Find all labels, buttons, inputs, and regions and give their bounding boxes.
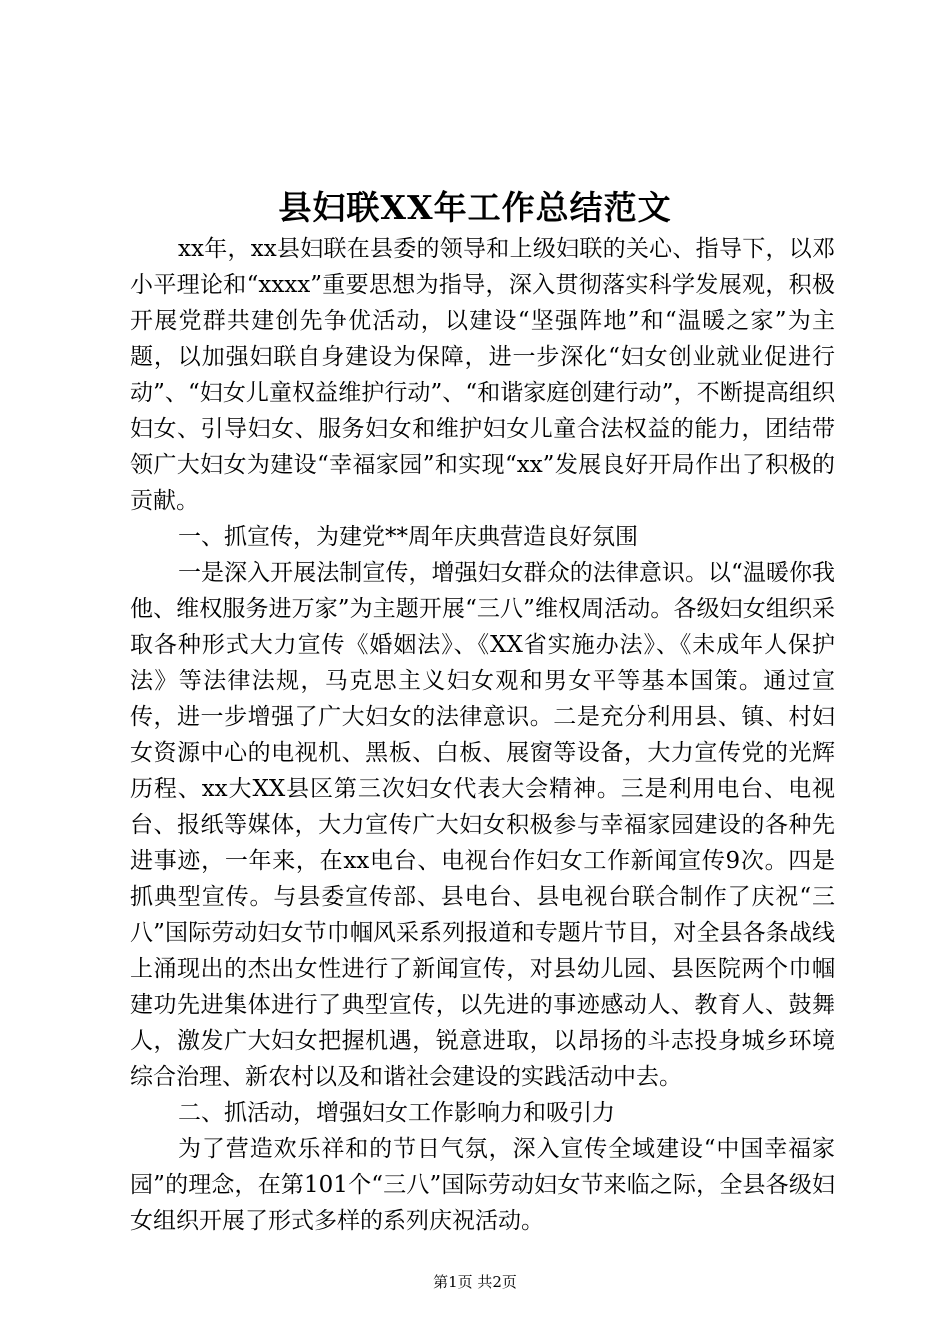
intro-paragraph: xx年，xx县妇联在县委的领导和上级妇联的关心、指导下，以邓小平理论和“xxxx”重要思想为指导，深入贯彻落实科学发展观，积极开展党群共建创先争优活动，以建设“坚强阵地”和“温暖之家”为主题，以加强妇联自身建设为保障，进一步深化“妇女创业就业促进行动”、“妇女儿童权益维护行动”、“和谐家庭创建行动”，不断提高组织妇女、引导妇女、服务妇女和维护妇女儿童合法权益的能力，团结带领广大妇女为建设“幸福家园”和实现“xx”发展良好开局作出了积极的贡献。 <box>130 236 835 514</box>
page-footer: 第1页 共2页 <box>433 1273 517 1291</box>
document-title: 县妇联XX年工作总结范文 <box>278 188 672 227</box>
section-heading-1: 一、抓宣传，为建党**周年庆典营造良好氛围 <box>178 524 638 550</box>
section-heading-2: 二、抓活动，增强妇女工作影响力和吸引力 <box>178 1100 615 1126</box>
section-1-paragraph: 一是深入开展法制宣传，增强妇女群众的法律意识。以“温暖你我他、维权服务进万家”为主题开展“三八”维权周活动。各级妇女组织采取各种形式大力宣传《婚姻法》、《XX省实施办法》、《未成年人保护法》等法律法规，马克思主义妇女观和男女平等基本国策。通过宣传，进一步增强了广大妇女的法律意识。二是充分利用县、镇、村妇女资源中心的电视机、黑板、白板、展窗等设备，大力宣传党的光辉历程、xx大XX县区第三次妇女代表大会精神。三是利用电台、电视台、报纸等媒体，大力宣传广大妇女积极参与幸福家园建设的各种先进事迹，一年来，在xx电台、电视台作妇女工作新闻宣传9次。四是抓典型宣传。与县委宣传部、县电台、县电视台联合制作了庆祝“三八”国际劳动妇女节巾帼风采系列报道和专题片节目，对全县各条战线上涌现出的杰出女性进行了新闻宣传，对县幼儿园、县医院两个巾帼建功先进集体进行了典型宣传，以先进的事迹感动人、教育人、鼓舞人，激发广大妇女把握机遇，锐意进取，以昂扬的斗志投身城乡环境综合治理、新农村以及和谐社会建设的实践活动中去。 <box>130 560 835 1090</box>
section-2-paragraph: 为了营造欢乐祥和的节日气氛，深入宣传全域建设“中国幸福家园”的理念，在第101个“三八”国际劳动妇女节来临之际，全县各级妇女组织开展了形式多样的系列庆祝活动。 <box>130 1136 835 1234</box>
document-body <box>130 231 835 1239</box>
